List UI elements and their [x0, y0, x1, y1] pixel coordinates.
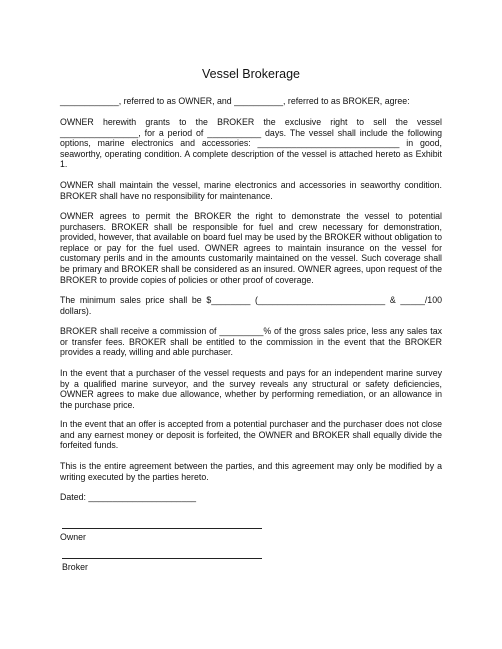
- owner-label: Owner: [60, 532, 86, 542]
- broker-label: Broker: [62, 562, 88, 572]
- entire-agreement-paragraph: This is the entire agreement between the parties, and this agreement may only be modified by a writing executed by the parties hereto.: [60, 461, 442, 482]
- forfeit-paragraph: In the event that an offer is accepted from a potential purchaser and the purchaser does not close and any earnest money or deposit is forfeited, the OWNER and BROKER shall equally divide the forfeited funds.: [60, 419, 442, 451]
- survey-paragraph: In the event that a purchaser of the vessel requests and pays for an independent marine survey by a qualified marine surveyor, and the survey reveals any structural or safety deficiencies, OWNER agrees to make due allowance, whether by performing remediation, or an allowance in the purchase price.: [60, 368, 442, 410]
- document-title: Vessel Brokerage: [202, 67, 300, 81]
- maintenance-paragraph: OWNER shall maintain the vessel, marine electronics and accessories in seaworthy condition. BROKER shall have no responsibility for maintenance.: [60, 180, 442, 201]
- minimum-price-paragraph: The minimum sales price shall be $________ (__________________________ & _____/100 dollars).: [60, 295, 442, 316]
- owner-signature-line: [62, 528, 262, 529]
- broker-signature-line: [62, 558, 262, 559]
- demonstration-insurance-paragraph: OWNER agrees to permit the BROKER the right to demonstrate the vessel to potential purchasers. BROKER shall be responsible for fuel and crew necessary for demonstration, provided, however, that available on board fuel may be used by the BROKER without obligation to replace or pay for the fuel used. OWNER agrees to maintain insurance on the vessel for customary perils and in the amounts customarily maintained on the vessel. Such coverage shall be primary and BROKER shall be considered as an insured. OWNER agrees, upon request of the BROKER to provide copies of policies or other proof of coverage.: [60, 211, 442, 285]
- grant-paragraph: OWNER herewith grants to the BROKER the exclusive right to sell the vessel ________________, for a period of ___________ days. The vessel shall include the following options, marine electronics and accessories: _____________________________ in good, seaworthy, operating condition. A complete description of the vessel is attached hereto as Exhibit 1.: [60, 117, 442, 170]
- parties-paragraph: ____________, referred to as OWNER, and __________, referred to as BROKER, agree:: [60, 96, 410, 106]
- commission-paragraph: BROKER shall receive a commission of _________% of the gross sales price, less any sales tax or transfer fees. BROKER shall be entitled to the commission in the event that the BROKER provides a ready, willing and able purchaser.: [60, 326, 442, 358]
- dated-line: Dated: ______________________: [60, 492, 196, 502]
